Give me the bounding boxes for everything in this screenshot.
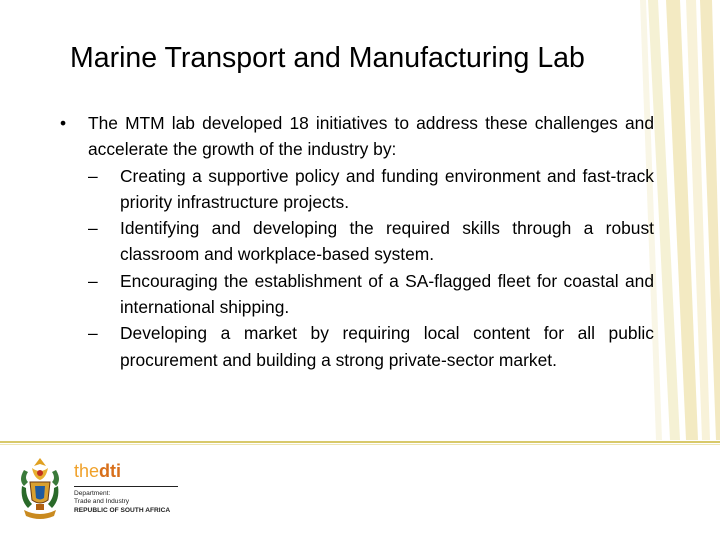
dash-mark: – — [88, 323, 98, 344]
footer-divider — [0, 441, 720, 443]
sub-bullet-list — [60, 163, 654, 373]
department-line2: Trade and Industry — [74, 498, 130, 505]
dash-mark: – — [88, 218, 98, 239]
logo-dti: dti — [99, 461, 122, 481]
sub-bullet-text: Encouraging the establishment of a SA-flagged fleet for coastal and international shipping. — [120, 270, 654, 318]
sub-bullet — [60, 320, 654, 373]
sub-bullet-text: Developing a market by requiring local content for all public procurement and building a strong private-sector market. — [120, 323, 654, 370]
slide-body — [60, 110, 654, 373]
logo-the: the — [74, 461, 100, 481]
footer-divider-light — [0, 444, 720, 445]
sub-bullet-text: Identifying and developing the required skills through a robust classroom and workplace-based system. — [120, 218, 654, 265]
dash-mark: – — [88, 165, 98, 186]
main-bullet — [60, 110, 654, 163]
slide-title: Marine Transport and Manufacturing Lab — [70, 42, 585, 74]
sub-bullet — [60, 268, 654, 321]
dash-mark: – — [88, 270, 98, 291]
coat-of-arms-icon — [14, 456, 66, 522]
dti-wordmark — [74, 461, 178, 481]
department-line1: Department: — [74, 490, 111, 497]
main-bullet-text: The MTM lab developed 18 initiatives to address these challenges and accelerate the growth of the industry by: — [88, 113, 654, 160]
country-name: REPUBLIC OF SOUTH AFRICA — [74, 507, 171, 514]
bullet-mark: • — [60, 113, 67, 133]
logo-rule — [74, 486, 178, 487]
sub-bullet — [60, 163, 654, 216]
sub-bullet-text: Creating a supportive policy and funding environment and fast-track priority infrastructure projects. — [120, 165, 654, 212]
sub-bullet — [60, 215, 654, 268]
dti-logo — [74, 461, 178, 515]
